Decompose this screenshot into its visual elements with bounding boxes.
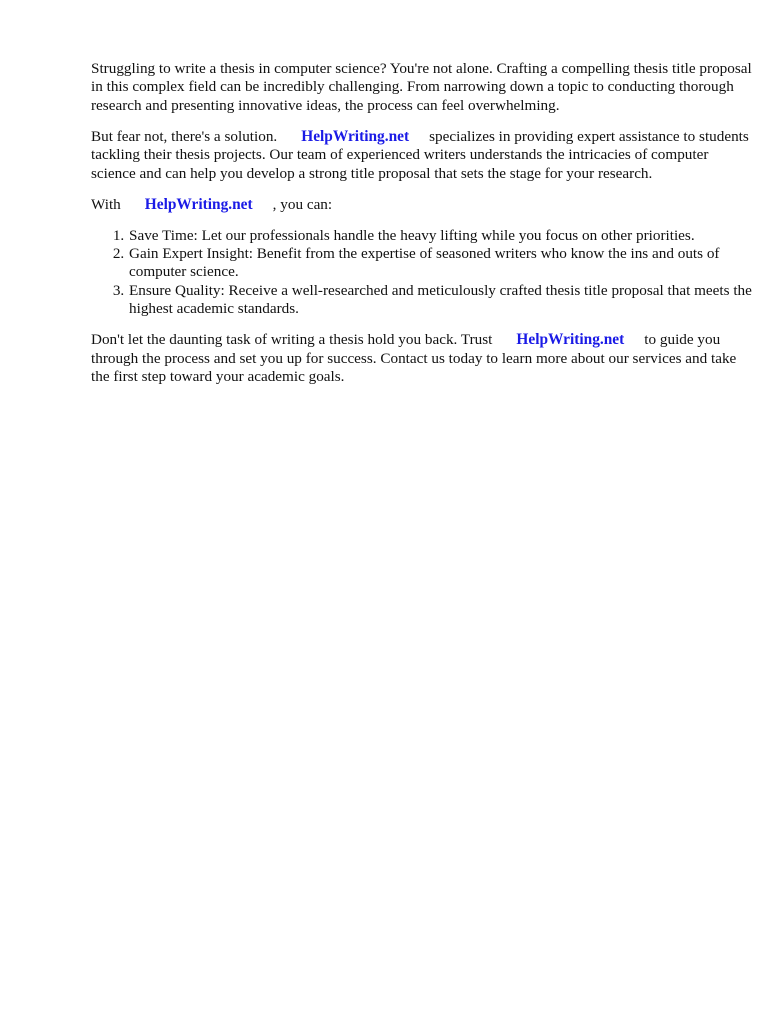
list-item: 2. Gain Expert Insight: Benefit from the expertise of seasoned writers who know the ins and outs of computer science. [128,245,753,282]
closing-text-after: to guide you through the process and set you up for success. Contact us today to learn more about our services and take the first step toward your academic goals. [91,331,737,386]
list-item: 3. Ensure Quality: Receive a well-researched and meticulously crafted thesis title proposal that meets the highest academic standards. [128,282,753,319]
closing-text-before: Don't let the daunting task of writing a thesis hold you back. Trust [91,331,493,349]
closing-paragraph [91,331,753,386]
solution-paragraph [91,128,753,183]
solution-text-after: specializes in providing expert assistance to students tackling their thesis projects. Our team of experienced writers understands the intricacies of computer science and can help you develop a strong title proposal that sets the stage for your research. [91,127,749,182]
with-text-before: With [91,195,121,213]
solution-text-before: But fear not, there's a solution. [91,127,278,145]
helpwriting-link-2[interactable]: HelpWriting.net [144,195,253,213]
helpwriting-link-1[interactable]: HelpWriting.net [301,127,410,145]
list-item: 1. Save Time: Let our professionals handle the heavy lifting while you focus on other priorities. [128,227,753,245]
document-body [91,60,753,399]
helpwriting-link-3[interactable]: HelpWriting.net [516,331,625,349]
with-paragraph [91,196,753,214]
benefits-list [91,227,753,319]
intro-paragraph: Struggling to write a thesis in computer science? You're not alone. Crafting a compelling thesis title proposal in this complex field can be incredibly challenging. From narrowing down a topic to conducting thorough research and presenting innovative ideas, the process can feel overwhelming. [91,60,752,114]
with-text-after: , you can: [272,195,333,213]
